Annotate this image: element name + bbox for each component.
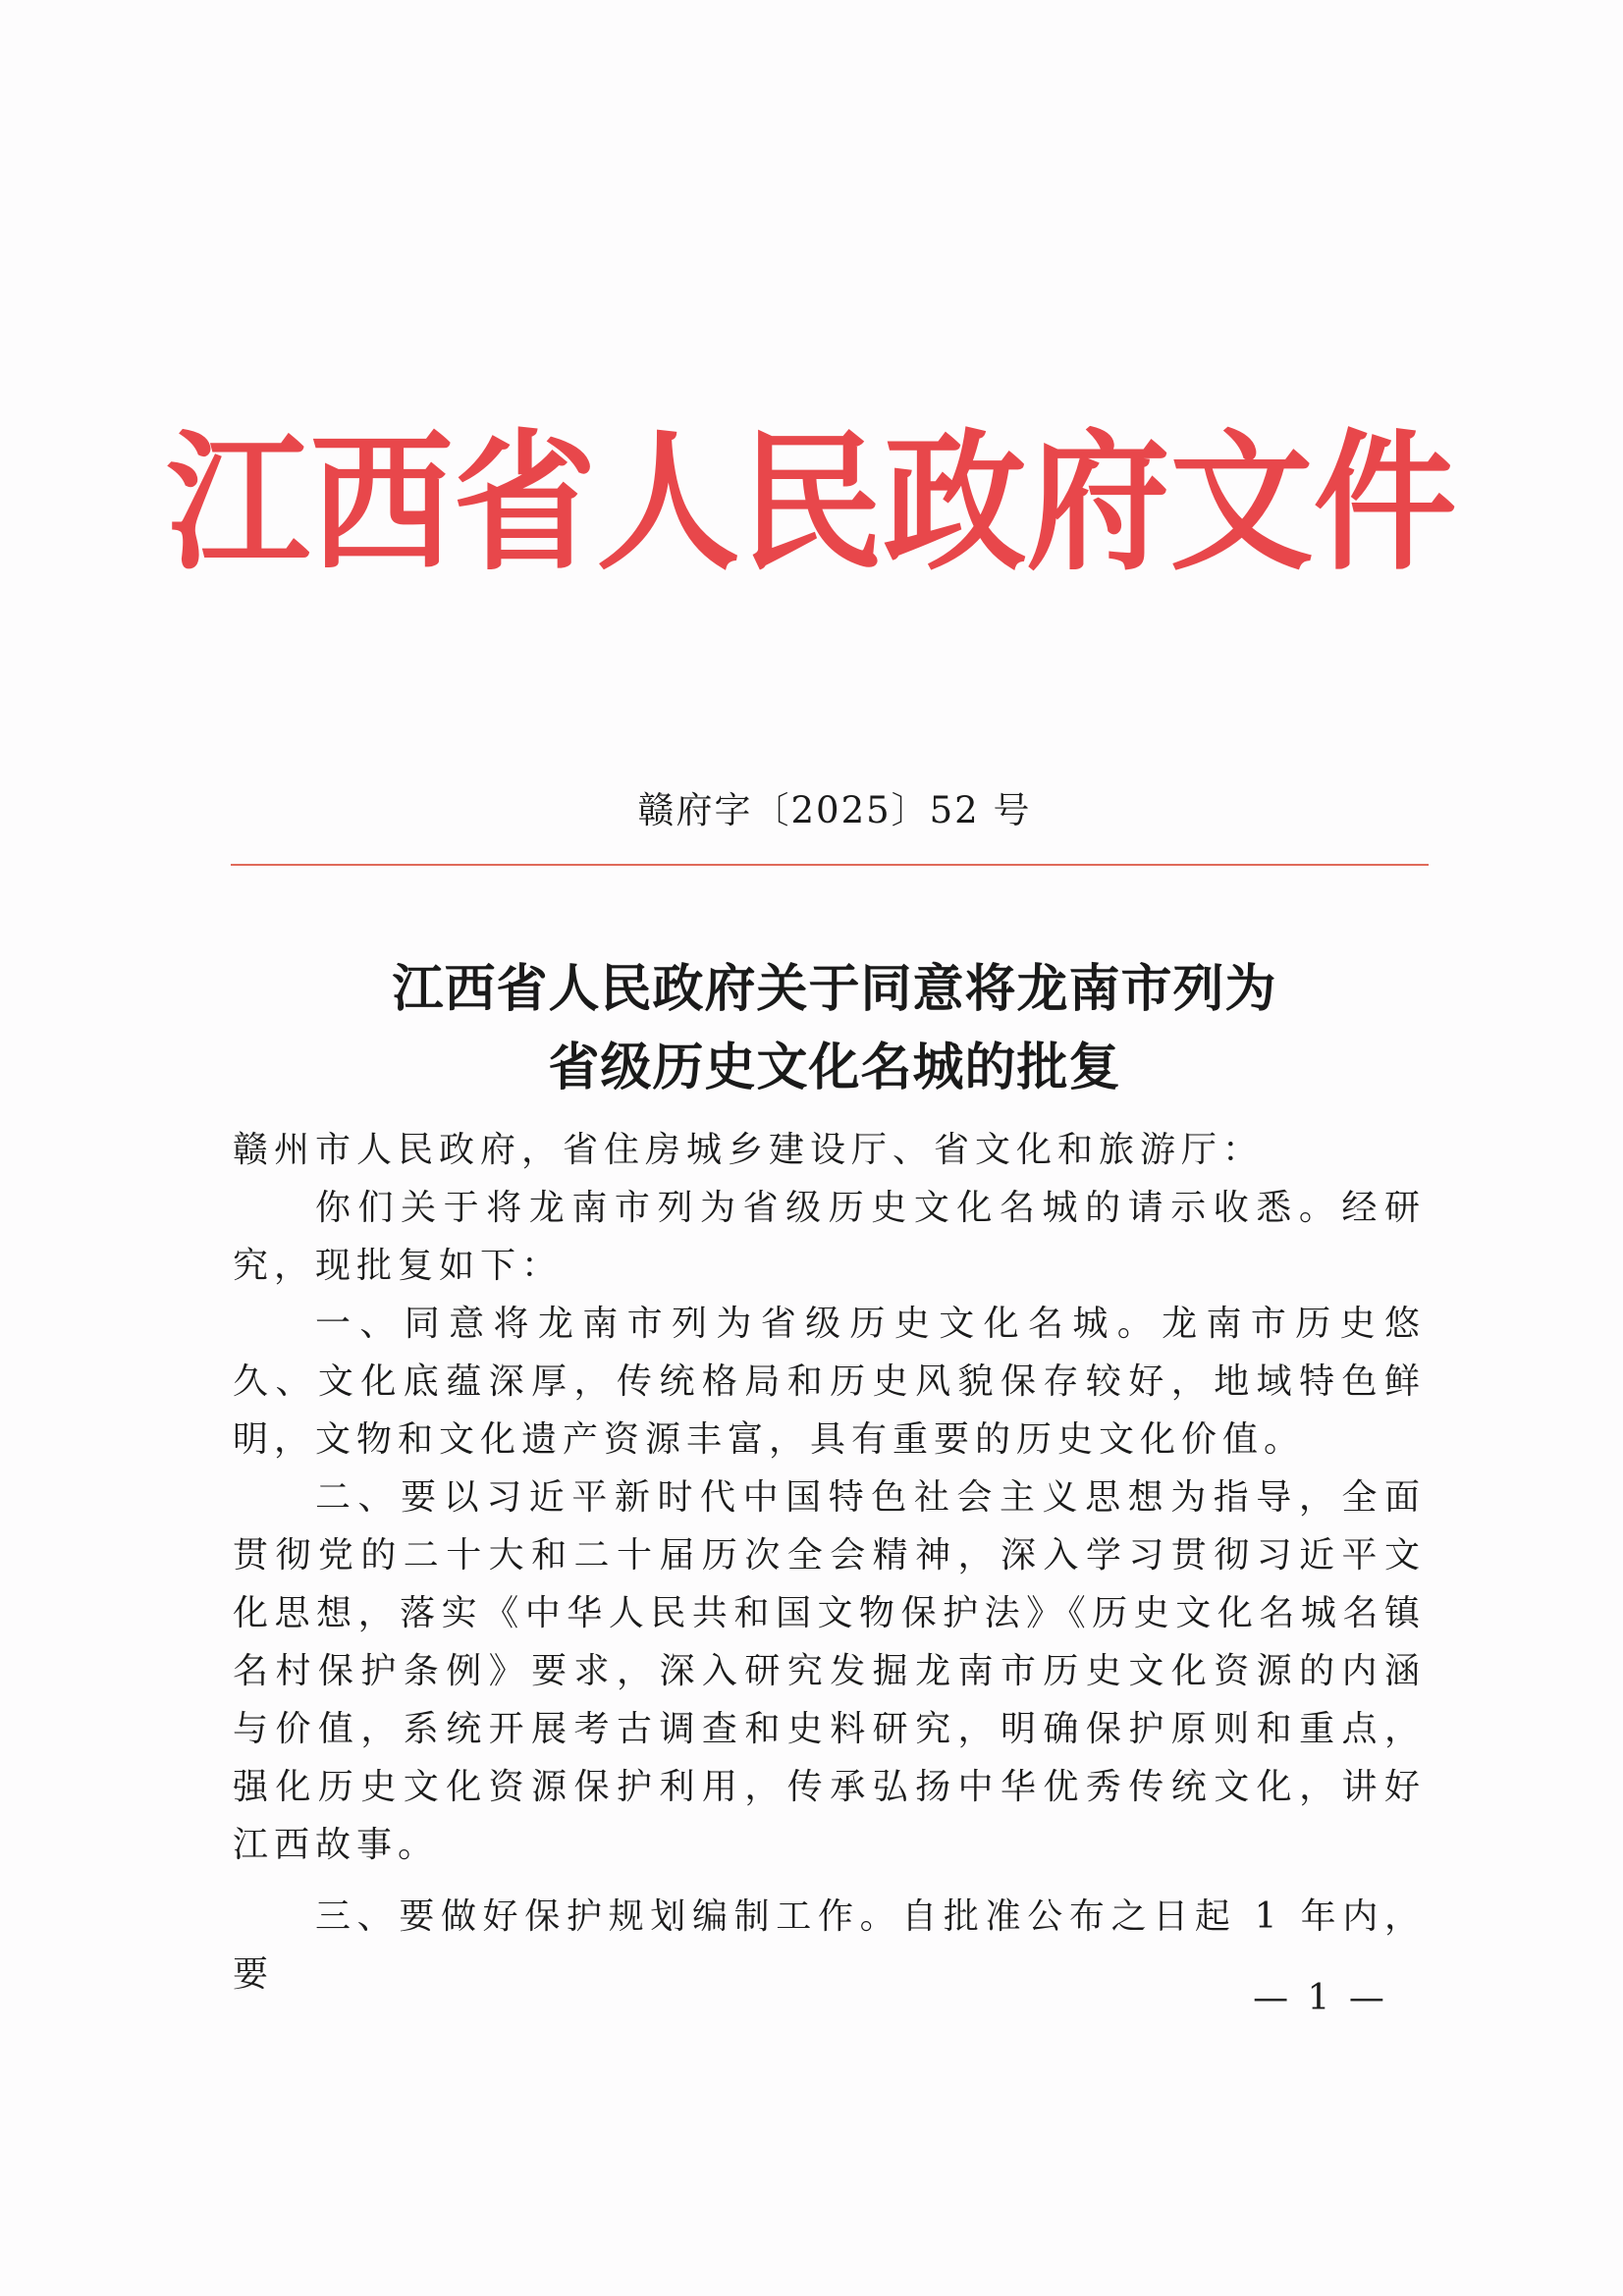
document-title-line-2: 省级历史文化名城的批复 [548,1038,1121,1097]
document-title-line-1: 江西省人民政府关于同意将龙南市列为 [392,959,1277,1019]
addressee: 赣州市人民政府，省住房城乡建设厅、省文化和旅游厅： [233,1130,1265,1170]
item-3-paragraph: 三、要做好保护规划编制工作。自批准公布之日起 1 年内，要 [233,1896,1426,1995]
item-1-paragraph: 一、同意将龙南市列为省级历史文化名城。龙南市历史悠久、文化底蕴深厚，传统格局和历史风貌保存较好，地域特色鲜明，文物和文化遗产资源丰富，具有重要的历史文化价值。 [233,1304,1426,1460]
intro-paragraph: 你们关于将龙南市列为省级历史文化名城的请示收悉。经研究，现批复如下： [233,1188,1426,1286]
masthead-title: 江西省人民政府文件 [166,414,1457,592]
document-number: 赣府字〔2025〕52 号 [637,789,1032,831]
document-body [233,1121,1426,2003]
item-2-paragraph: 二、要以习近平新时代中国特色社会主义思想为指导，全面贯彻党的二十大和二十届历次全会精神，深入学习贯彻习近平文化思想，落实《中华人民共和国文物保护法》《历史文化名城名镇名村保护条例》要求，深入研究发掘龙南市历史文化资源的内涵与价值，系统开展考古调查和史料研究，明确保护原则和重点，强化历史文化资源保护利用，传承弘扬中华优秀传统文化，讲好江西故事。 [233,1477,1426,1865]
page-number: — 1 — [1253,1978,1388,2018]
red-divider-line [231,864,1429,866]
